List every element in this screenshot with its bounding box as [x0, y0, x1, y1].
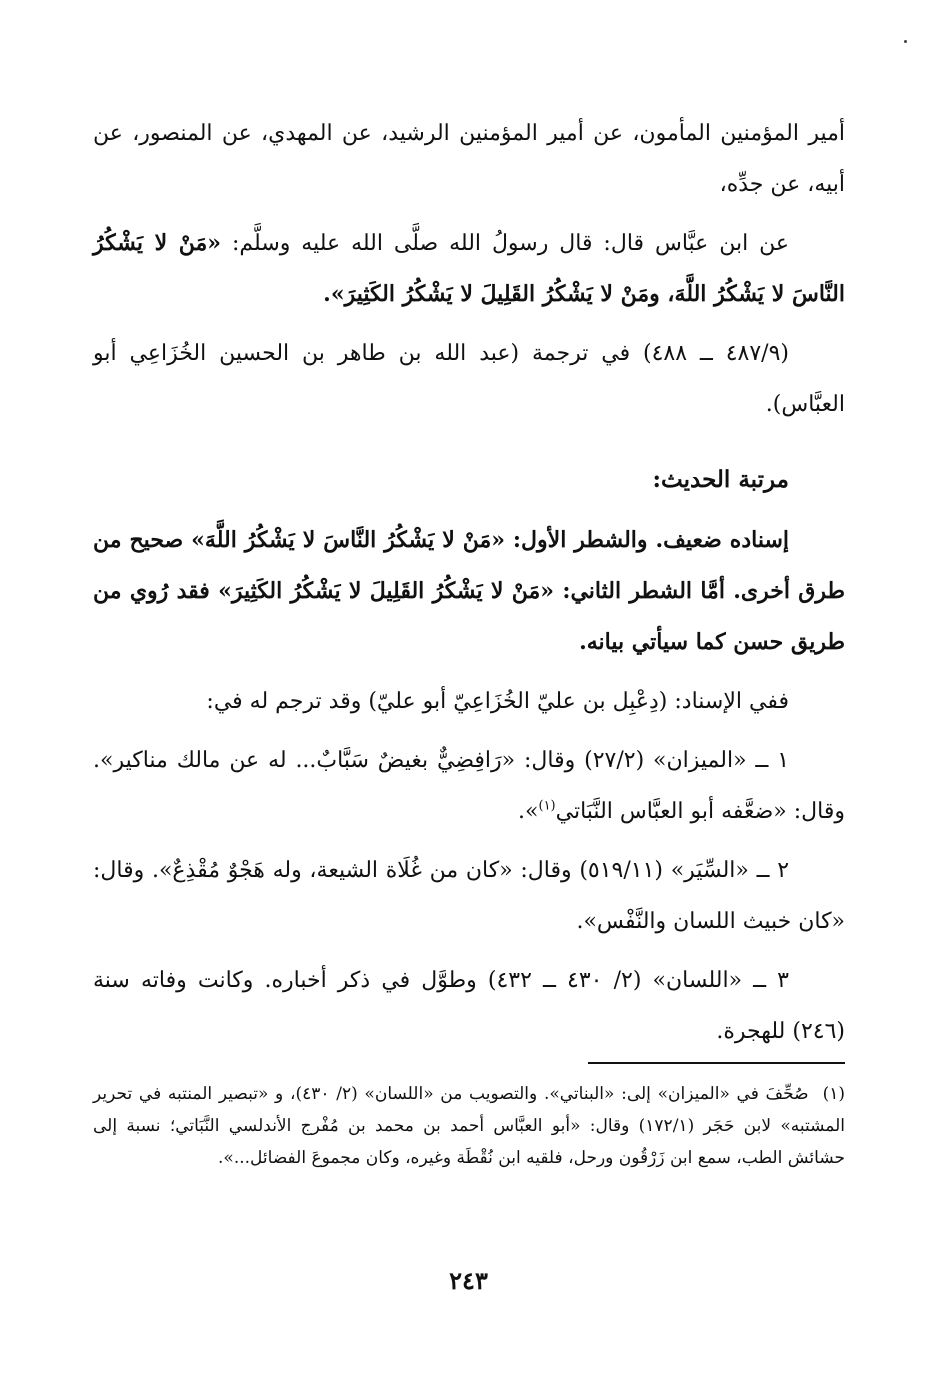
reference-1 — [93, 735, 845, 837]
reference-3 — [93, 955, 845, 1057]
grading-paragraph — [93, 515, 845, 668]
hadith-intro: عن ابن عبَّاس قال: قال رسولُ الله صلَّى الله عليه وسلَّم: — [221, 231, 789, 256]
footnote-text: صُحِّفَ في «الميزان» إلى: «البناتي». والتصويب من «اللسان» (٢/ ٤٣٠)، و «تبصير المنتبه في تحرير المشتبه» لابن حَجَر (١٧٢/١) وقال: «أبو العبَّاس أحمد بن محمد بن مُفْرج الأندلسي النَّبَاتي؛ نسبة إلى حشائش الطب، سمع ابن زَرْقُون ورحل، فلقيه ابن نُقْطَة وغيره، وكان مجموعَ الفضائل...». — [93, 1084, 845, 1168]
footnote-number: (١) — [822, 1084, 845, 1104]
reference-1-text: ١ ــ «الميزان» (٢٧/٢) وقال: «رَافِضِيٌّ بغيضٌ سَبَّابٌ... له عن مالك مناكير». وقال: «ضعَّفه أبو العبَّاس النَّبَاتي — [93, 748, 845, 824]
footnotes — [93, 1078, 845, 1174]
reference-1-close: ». — [518, 799, 539, 824]
source-text: (٤٨٧/٩ ــ ٤٨٨) في ترجمة (عبد الله بن طاهر بن الحسين الخُزَاعِي أبو العبَّاس). — [93, 341, 845, 417]
footnote-1 — [93, 1078, 845, 1174]
footnote-separator — [588, 1062, 845, 1064]
chain-paragraph — [93, 108, 845, 210]
hadith-paragraph — [93, 218, 845, 320]
source-paragraph — [93, 328, 845, 430]
main-text — [93, 108, 845, 1057]
isnad-text: ففي الإسناد: (دِعْبِل بن عليّ الخُزَاعِيّ أبو عليّ) وقد ترجم له في: — [206, 689, 789, 714]
hadith-quote: «مَنْ لا يَشْكُرُ النَّاسَ لا يَشْكُرُ اللَّهَ، ومَنْ لا يَشْكُرُ القَلِيلَ لا يَشْكُرُ الكَثِيرَ». — [93, 230, 845, 307]
page-number: ٢٤٣ — [449, 1266, 488, 1295]
reference-2 — [93, 845, 845, 947]
isnad-paragraph — [93, 676, 845, 727]
page-mark — [904, 40, 907, 43]
footnote-marker: (١) — [538, 798, 556, 814]
chain-text: أمير المؤمنين المأمون، عن أمير المؤمنين الرشيد، عن المهدي، عن المنصور، عن أبيه، عن جدِّه، — [93, 121, 845, 197]
reference-2-text: ٢ ــ «السِّيَر» (٥١٩/١١) وقال: «كان من غُلَاة الشيعة، وله هَجْوٌ مُقْذِعٌ». وقال: «كان خبيث اللسان والنَّفْس». — [93, 858, 845, 934]
grading-text: إسناده ضعيف. والشطر الأول: «مَنْ لا يَشْكُرُ النَّاسَ لا يَشْكُرُ اللَّهَ» صحيح من طرق أخرى. أمَّا الشطر الثاني: «مَنْ لا يَشْكُرُ القَلِيلَ لا يَشْكُرُ الكَثِيرَ» فقد رُوي من طريق حسن كما سيأتي بيانه. — [93, 527, 845, 655]
reference-3-text: ٣ ــ «اللسان» (٢/ ٤٣٠ ــ ٤٣٢) وطوَّل في ذكر أخباره. وكانت وفاته سنة (٢٤٦) للهجرة. — [93, 968, 845, 1044]
section-heading: مرتبة الحديث: — [652, 466, 789, 493]
